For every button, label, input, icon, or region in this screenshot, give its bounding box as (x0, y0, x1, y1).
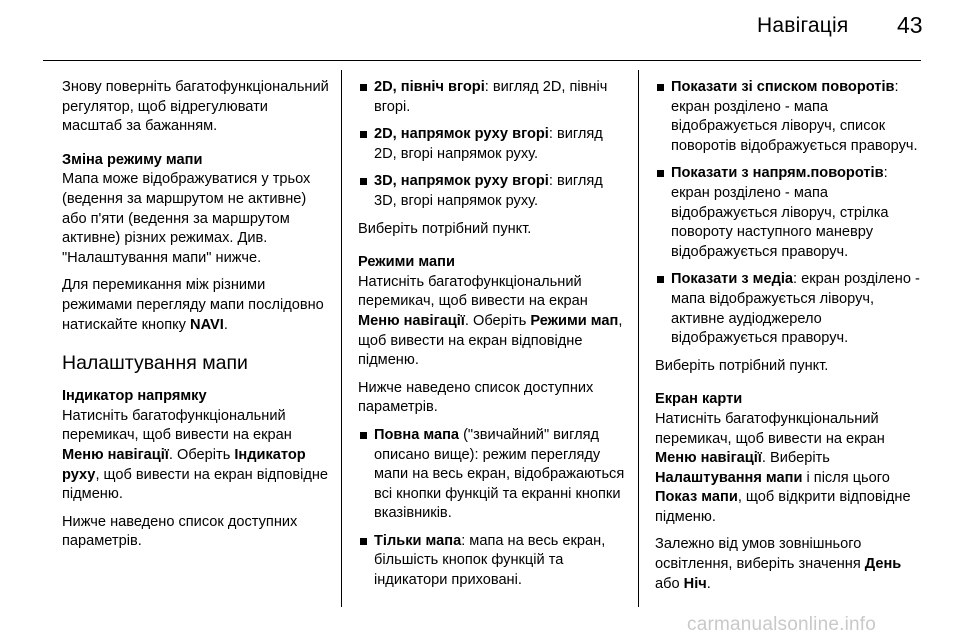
page-header-title: Навігація (757, 14, 849, 37)
options-paragraph: Нижче наведено список доступних параметрів. (62, 513, 298, 550)
map-screen-paragraph: Натисніть багатофункціональний перемикач, щоб вивести на екран Меню навігації. Виберіть Налаштування мапи і після цього Показ мапи, щоб відкрити відповідне підменю. (655, 410, 911, 525)
bullet-icon (657, 84, 664, 91)
column-2 (358, 78, 626, 599)
list-item: 3D, напрямок руху вгорі: вигляд 3D, вгорі напрямок руху. (358, 172, 626, 211)
bullet-icon (657, 170, 664, 177)
bullet-icon (360, 178, 367, 185)
list-item: Показати зі списком поворотів: екран розділено - мапа відображується ліворуч, список поворотів відображується праворуч. (655, 78, 927, 156)
map-modes-heading: Режими мапи (358, 254, 455, 271)
page-number: 43 (897, 12, 923, 38)
direction-indicator-paragraph: Натисніть багатофункціональний перемикач, щоб вивести на екран Меню навігації. Оберіть Індикатор руху, щоб вивести на екран відповідне підменю. (62, 407, 329, 503)
map-modes-list (358, 426, 626, 591)
watermark: carmanualsonline.info (687, 614, 877, 635)
options-paragraph: Нижче наведено список доступних параметрів. (358, 379, 594, 416)
column-divider-2 (638, 70, 639, 607)
select-paragraph: Виберіть потрібний пункт. (655, 357, 829, 374)
list-item: 2D, північ вгорі: вигляд 2D, північ вгорі. (358, 78, 626, 117)
bullet-icon (360, 84, 367, 91)
map-mode-switch-paragraph: Для перемикання між різними режимами перегляду мапи послідовно натискайте кнопку NAVI. (62, 277, 324, 333)
map-screen-heading: Екран карти (655, 391, 743, 408)
split-view-list (655, 78, 927, 349)
list-item: 2D, напрямок руху вгорі: вигляд 2D, вгорі напрямок руху. (358, 125, 626, 164)
orientation-list (358, 78, 626, 212)
bullet-icon (360, 538, 367, 545)
navi-key-label: NAVI (190, 316, 224, 333)
list-item: Тільки мапа: мапа на весь екран, більшість кнопок функцій та індикатори приховані. (358, 532, 626, 591)
direction-indicator-heading: Індикатор напрямку (62, 388, 207, 405)
column-divider-1 (341, 70, 342, 607)
map-settings-heading: Налаштування мапи (62, 352, 248, 375)
column-1 (62, 78, 330, 560)
column-3 (655, 78, 927, 602)
day-night-paragraph: Залежно від умов зовнішнього освітлення, виберіть значення День або Ніч. (655, 536, 902, 592)
map-mode-heading: Зміна режиму мапи (62, 151, 203, 168)
bullet-icon (657, 276, 664, 283)
bullet-icon (360, 131, 367, 138)
list-item: Показати з медіа: екран розділено - мапа відображується ліворуч, активне аудіоджерело відображується праворуч. (655, 270, 927, 348)
list-item: Показати з напрям.поворотів: екран розділено - мапа відображується ліворуч, стрілка повороту наступного маневру відображується праворуч. (655, 164, 927, 262)
bullet-icon (360, 432, 367, 439)
list-item: Повна мапа ("звичайний" вигляд описано вище): режим перегляду мапи на весь екран, відображаються всі кнопки функцій та екранні кнопки вказівників. (358, 426, 626, 524)
map-modes-paragraph: Натисніть багатофункціональний перемикач, щоб вивести на екран Меню навігації. Оберіть Режими мап, щоб вивести на екран відповідне підменю. (358, 273, 623, 369)
header-divider (43, 60, 921, 61)
select-paragraph: Виберіть потрібний пункт. (358, 220, 532, 237)
intro-paragraph: Знову поверніть багатофункціональний регулятор, щоб відрегулювати масштаб за бажанням. (62, 79, 329, 135)
map-mode-paragraph: Мапа може відображуватися у трьох (ведення за маршрутом не активне) або п'яти (ведення за маршрутом активне) різних режимах. Див. "Налаштування мапи" нижче. (62, 171, 311, 266)
